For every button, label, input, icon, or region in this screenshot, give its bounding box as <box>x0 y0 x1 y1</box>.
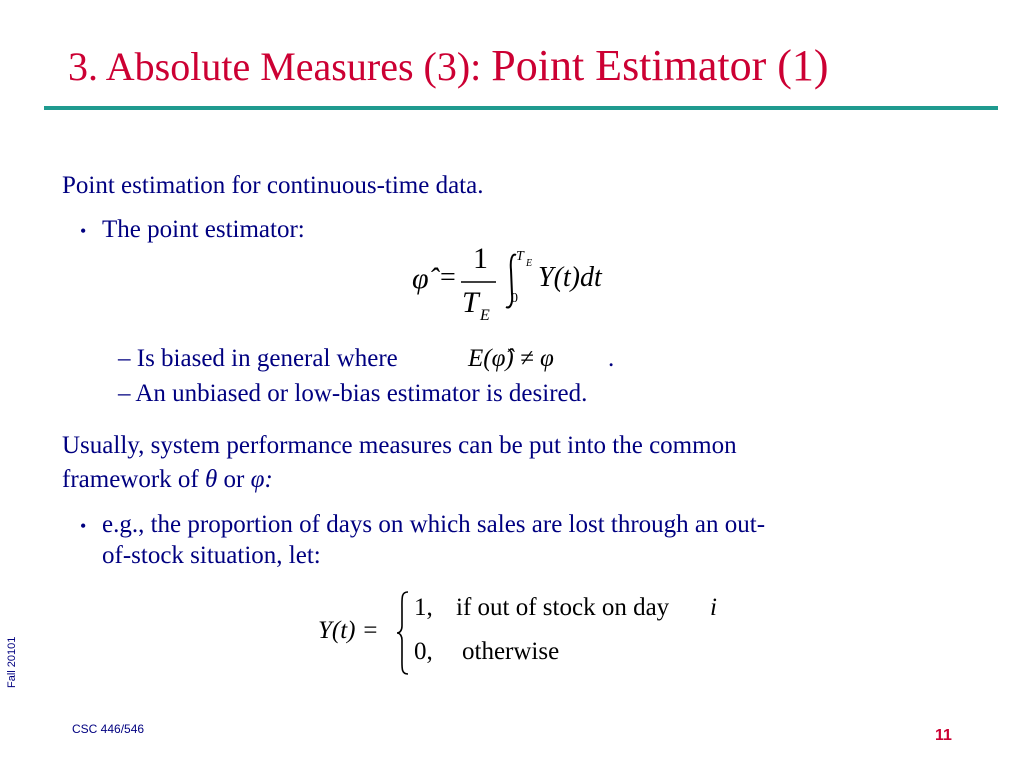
eq3-case1-var: i <box>710 594 717 621</box>
eq1-integrand: Y(t)dt <box>538 262 602 293</box>
slide-title <box>68 41 829 90</box>
bullet-2-line-2: of-stock situation, let: <box>102 542 321 569</box>
dash-2: – An unbiased or low-bias estimator is desired. <box>118 380 588 407</box>
eq1-denominator: T <box>462 286 479 319</box>
eq3-case2-value: 0, <box>414 638 433 665</box>
title-part-1: 3. Absolute Measures (3): <box>68 44 482 89</box>
eq1-int-lower: 0 <box>511 291 518 306</box>
course-label: CSC 446/546 <box>72 722 145 736</box>
paragraph-1: Point estimation for continuous-time data. <box>62 172 484 199</box>
eq3-case1-condition: if out of stock on day <box>456 594 670 621</box>
dash-1: – Is biased in general where <box>118 345 398 372</box>
eq3-case2-condition: otherwise <box>462 638 560 665</box>
title-divider <box>44 106 998 110</box>
page-number: 11 <box>935 727 952 744</box>
bullet-1: The point estimator: <box>102 216 305 243</box>
eq1-equals: = <box>440 262 456 293</box>
framework-text: framework of <box>62 466 199 493</box>
eq3-lhs: Y(t) = <box>318 617 379 644</box>
eq1-numerator: 1 <box>473 242 488 275</box>
eq1-denominator-sub: E <box>480 307 490 324</box>
eq3-case1-value: 1, <box>414 594 433 621</box>
title-part-2: Point Estimator (1) <box>491 41 829 90</box>
paragraph-2-line-1: Usually, system performance measures can be put into the common <box>62 432 737 459</box>
fraction-bar <box>460 280 498 284</box>
eq1-lhs: φ̂ <box>412 262 429 295</box>
dash-1-end: . <box>608 345 615 372</box>
eq1-int-upper-sub: E <box>526 258 533 269</box>
left-brace-icon <box>395 590 411 676</box>
or-text: or <box>223 466 245 493</box>
bullet-2-line-1: e.g., the proportion of days on which sales are lost through an out- <box>102 511 766 538</box>
theta-symbol: θ <box>205 466 218 493</box>
paragraph-2-line-2 <box>62 464 273 496</box>
eq1-int-upper: T <box>516 249 524 264</box>
bullet-dot-1: • <box>80 221 87 241</box>
phi-symbol: φ: <box>250 466 273 493</box>
equation-bias: E(φ̂) ≠ φ <box>468 345 554 372</box>
bullet-dot-2: • <box>80 516 87 536</box>
side-label: Fall 20101 <box>6 636 18 688</box>
